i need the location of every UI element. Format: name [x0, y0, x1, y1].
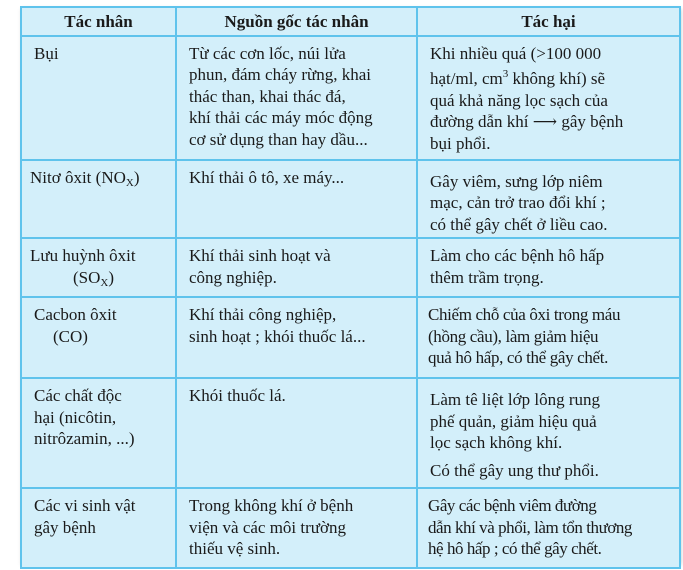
cell-source — [176, 238, 417, 297]
subscript: X — [100, 276, 109, 289]
table-row — [21, 160, 680, 239]
cell-harm — [417, 488, 680, 568]
table-header-row — [21, 7, 680, 36]
cell-text: Lưu huỳnh ôxit — [30, 246, 136, 265]
cell-text: Gây viêm, sưng lớp niêm — [430, 171, 603, 191]
cell-harm — [417, 160, 680, 239]
cell-source — [176, 297, 417, 378]
cell-harm — [417, 297, 680, 378]
cell-text: Bụi — [34, 43, 59, 63]
header-harm: Tác hại — [417, 7, 680, 36]
cell-text: Từ các cơn lốc, núi lửa — [189, 43, 346, 63]
cell-text — [30, 267, 166, 295]
cell-text: khí thải các máy móc động — [189, 108, 373, 127]
cell-source — [176, 488, 417, 568]
cell-text: Khi nhiều quá (>100 000 — [430, 43, 602, 63]
cell-text: thêm trầm trọng. — [430, 267, 544, 287]
cell-harm — [417, 378, 680, 488]
cell-text — [430, 111, 670, 133]
cell-text: Các vi sinh vật — [34, 496, 136, 515]
cell-text: thiếu vệ sinh. — [189, 539, 281, 558]
text-part: gây bệnh — [557, 112, 624, 131]
cell-text — [30, 167, 166, 195]
cell-text: dẫn khí và phổi, làm tổn thương — [428, 517, 632, 537]
cell-text: hệ hô hấp ; có thể gây chết. — [428, 539, 602, 558]
cell-agent — [21, 160, 176, 239]
air-pollutants-table — [20, 6, 681, 569]
cell-harm — [417, 238, 680, 297]
subscript: X — [125, 176, 134, 189]
cell-source — [176, 160, 417, 239]
cell-text: công nghiệp. — [189, 267, 277, 287]
cell-text: thác than, khai thác đá, — [189, 86, 346, 106]
cell-text: Chiếm chỗ của ôxi trong máu — [428, 305, 621, 324]
cell-text: Làm cho các bệnh hô hấp — [430, 246, 605, 265]
cell-text: Gây các bệnh viêm đường — [428, 496, 597, 515]
cell-text: Khí thải ô tô, xe máy... — [189, 167, 345, 187]
cell-agent — [21, 378, 176, 488]
cell-text: Các chất độc — [34, 386, 122, 405]
table-row — [21, 238, 680, 297]
text-part: đường dẫn khí — [430, 112, 533, 131]
cell-text: cơ sử dụng than hay dầu... — [189, 129, 368, 149]
table-row — [21, 378, 680, 488]
cell-agent — [21, 488, 176, 568]
cell-text: Có thể gây ung thư phổi. — [430, 460, 599, 480]
cell-text: quá khả năng lọc sạch của — [430, 90, 608, 110]
text-part: ) — [133, 167, 140, 187]
cell-agent — [21, 36, 176, 160]
cell-text: có thể gây chết ở liều cao. — [430, 214, 608, 234]
cell-text: hại (nicôtin, — [34, 407, 117, 427]
cell-text: sinh hoạt ; khói thuốc lá... — [189, 326, 366, 346]
cell-text: (hồng cầu), làm giảm hiệu — [428, 326, 599, 346]
cell-harm — [417, 36, 680, 160]
cell-text: nitrôzamin, ...) — [34, 429, 135, 448]
cell-text: Cacbon ôxit — [34, 305, 117, 324]
cell-text: phế quản, giảm hiệu quả — [430, 411, 597, 431]
header-source: Nguồn gốc tác nhân — [176, 7, 417, 36]
cell-text: Trong không khí ở bệnh — [189, 496, 354, 515]
cell-text: bụi phổi. — [430, 133, 491, 153]
text-part: (SO — [73, 267, 101, 287]
cell-text: (CO) — [53, 326, 88, 346]
text-part: Nitơ ôxit (NO — [30, 167, 126, 187]
cell-text: Khí thải công nghiệp, — [189, 305, 337, 324]
cell-text: phun, đám cháy rừng, khai — [189, 65, 372, 84]
cell-text: Khí thải sinh hoạt và — [189, 246, 331, 265]
cell-text: Làm tê liệt lớp lông rung — [430, 390, 600, 409]
cell-text: Khói thuốc lá. — [189, 386, 286, 405]
table-row — [21, 36, 680, 160]
text-part: hạt/ml, cm — [430, 69, 503, 88]
table-row — [21, 297, 680, 378]
cell-agent — [21, 297, 176, 378]
cell-text: quả hô hấp, có thể gây chết. — [428, 348, 608, 367]
cell-text — [430, 64, 670, 90]
cell-text: gây bệnh — [34, 517, 96, 537]
air-pollutants-table-container — [20, 6, 679, 562]
cell-text: mạc, cản trở trao đổi khí ; — [430, 193, 606, 212]
arrow-right-icon: ⟶ — [532, 112, 558, 131]
cell-source — [176, 36, 417, 160]
table-row — [21, 488, 680, 568]
cell-text: lọc sạch không khí. — [430, 433, 563, 452]
cell-agent — [21, 238, 176, 297]
text-part: ) — [108, 267, 115, 287]
header-agent: Tác nhân — [21, 7, 176, 36]
superscript: 3 — [502, 68, 509, 80]
text-part: không khí) sẽ — [508, 69, 606, 88]
cell-text: viện và các môi trường — [189, 517, 346, 537]
cell-source — [176, 378, 417, 488]
